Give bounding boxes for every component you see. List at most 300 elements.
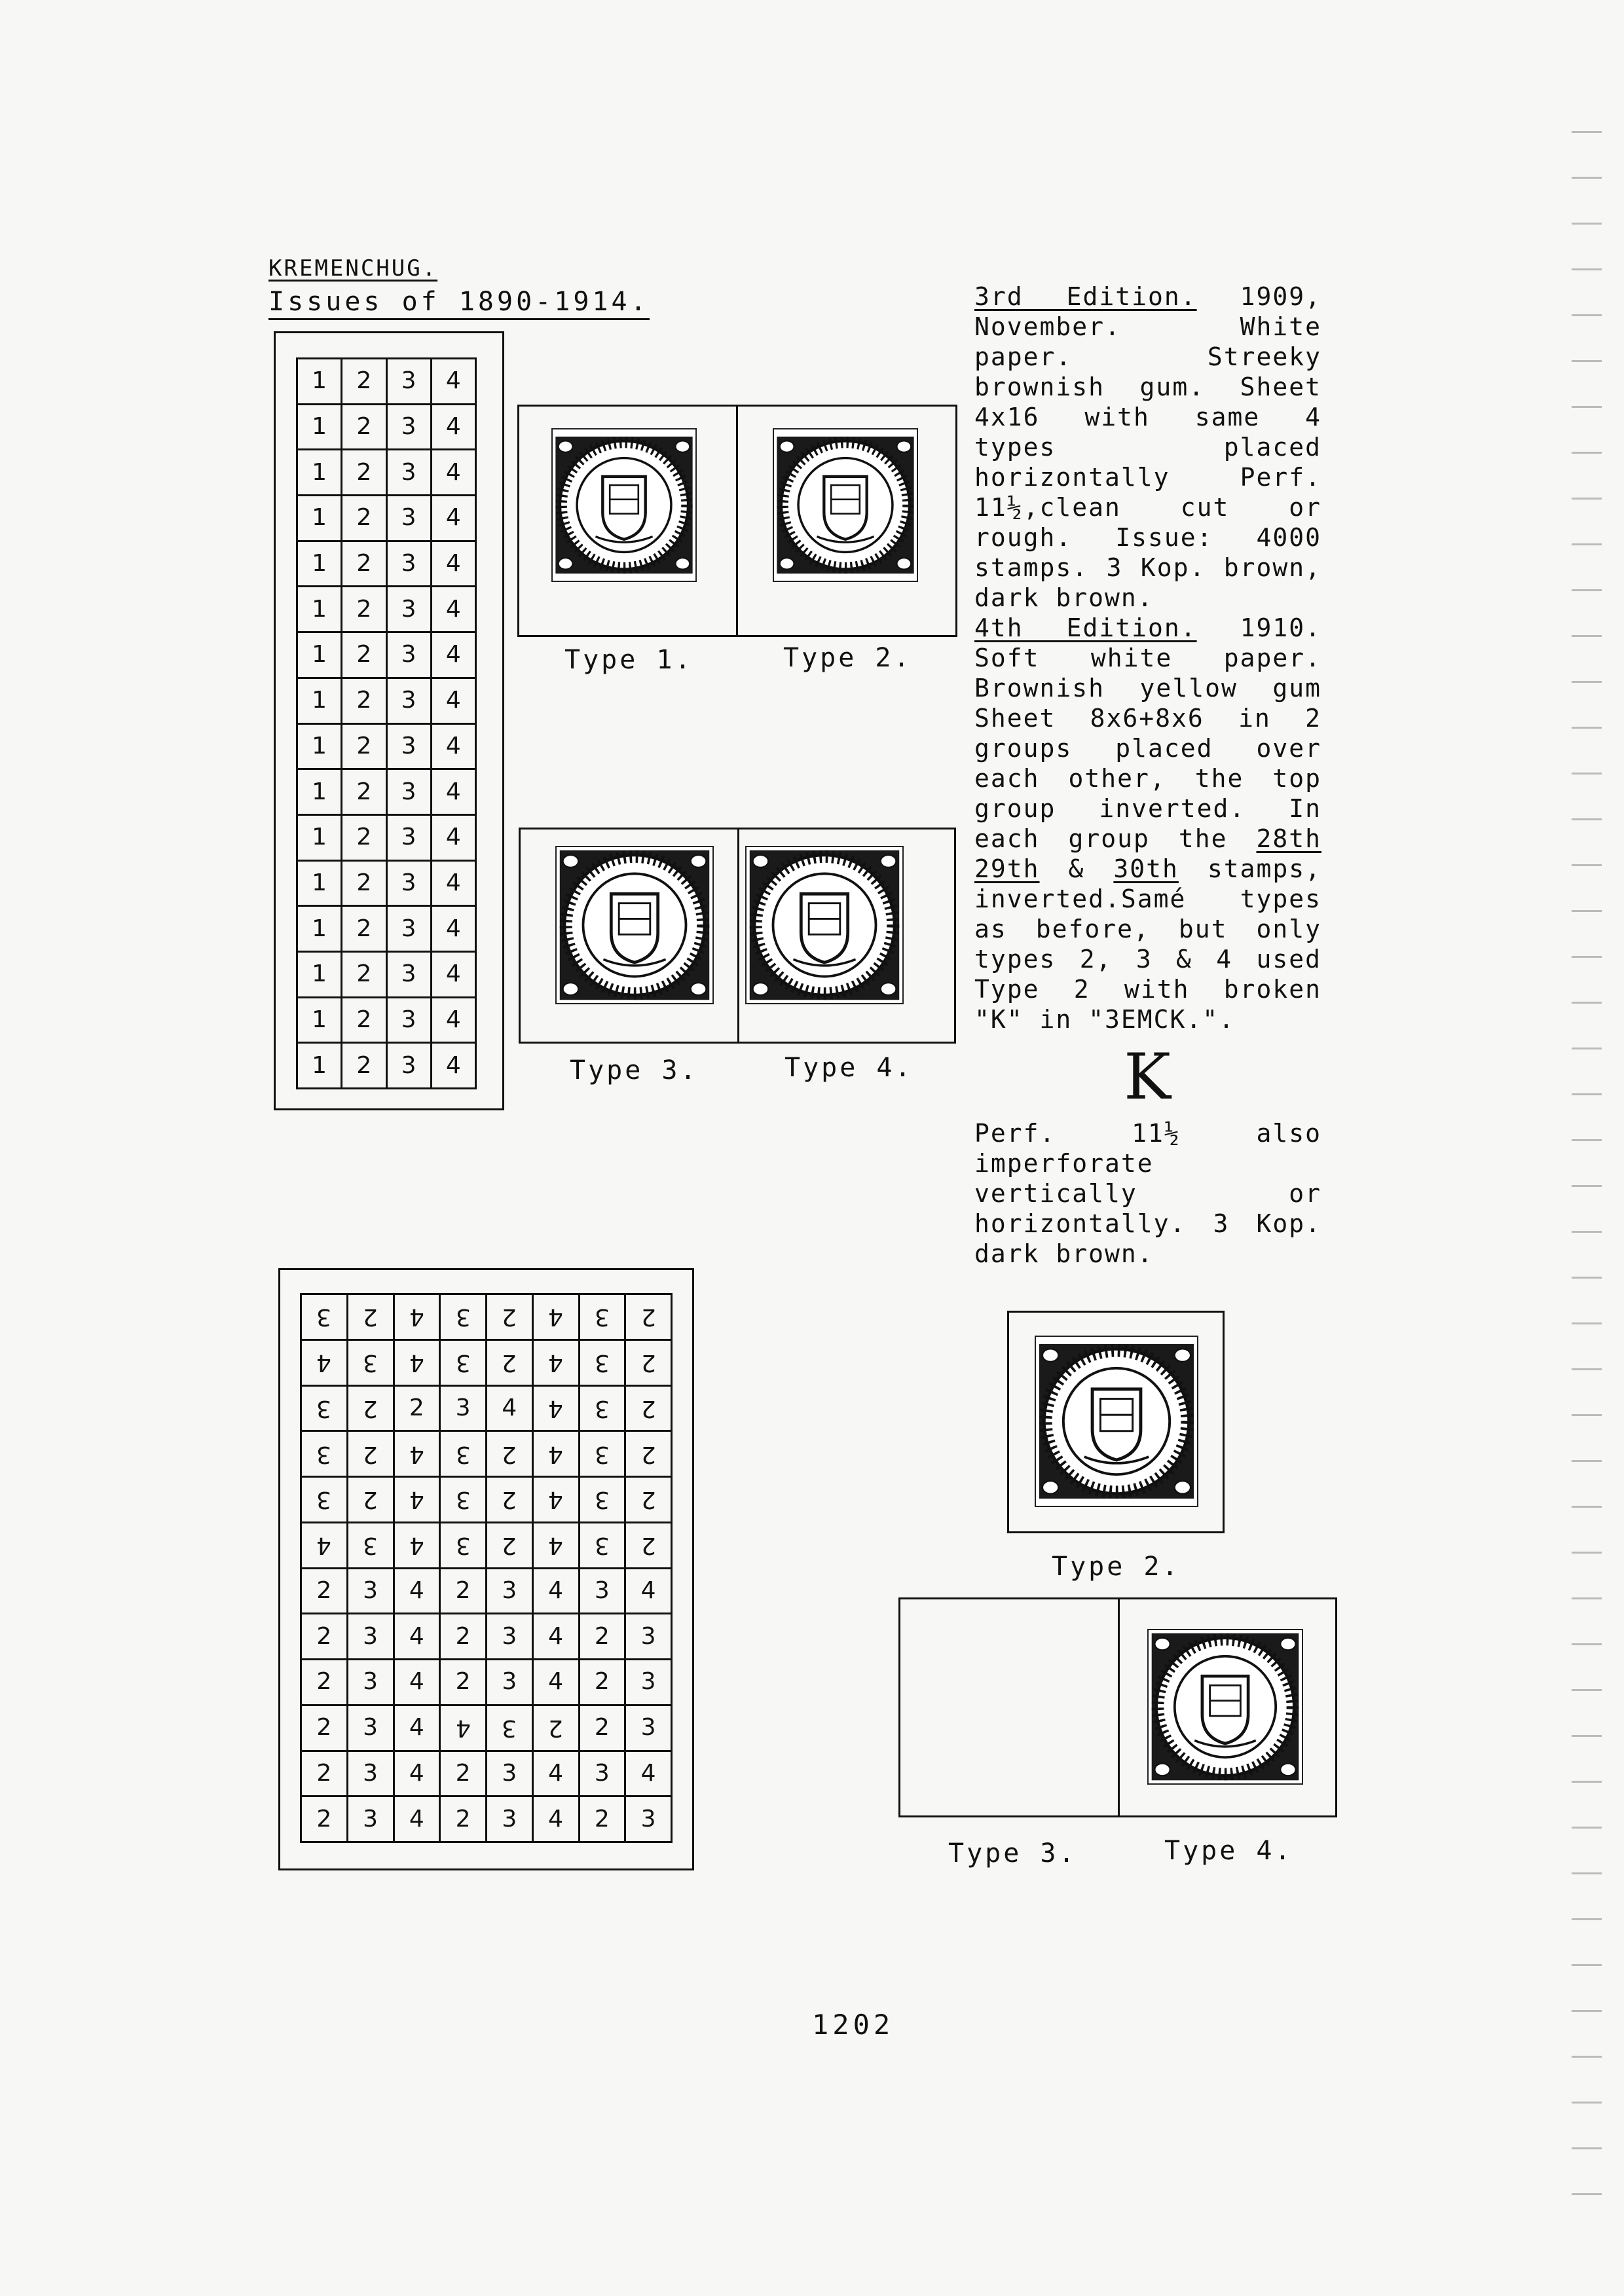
sheet-cell-number: 4 <box>548 1532 564 1559</box>
sheet-cell-number: 2 <box>548 1715 564 1742</box>
sheet-cell: 2 <box>342 678 386 723</box>
edge-mark <box>1572 1368 1602 1370</box>
sheet-cell-inverted <box>487 1477 533 1523</box>
sheet-cell-inverted <box>487 1339 533 1385</box>
sheet-row <box>297 860 476 906</box>
sheet-row <box>297 1043 476 1089</box>
sheet-cell: 4 <box>431 541 475 587</box>
edition-4-body: 1910. Soft white paper. Brownish yellow gum Sheet 8x6+8x6 in 2 groups placed over each other, the top group inverted. In each group the <box>974 613 1321 853</box>
caption-type-4: Type 4. <box>784 1053 913 1083</box>
sheet-cell: 3 <box>386 860 431 906</box>
sheet-cell-number: 4 <box>409 1532 424 1559</box>
sheet-cell: 3 <box>386 723 431 769</box>
stamp-position-29: 29th <box>974 854 1040 883</box>
sheet-cell <box>625 1568 672 1614</box>
sheet-cell <box>487 1614 533 1660</box>
sheet-cell: 2 <box>342 632 386 678</box>
sheet-cell-inverted <box>579 1339 625 1385</box>
edge-mark <box>1572 543 1602 545</box>
sheet-cell: 3 <box>386 632 431 678</box>
sheet-cell-number: 3 <box>316 1394 332 1422</box>
sheet-row <box>297 496 476 541</box>
sheet-cell <box>579 1796 625 1842</box>
sheet-cell <box>394 1705 440 1751</box>
sheet-cell: 1 <box>297 541 342 587</box>
sheet-row <box>301 1705 672 1751</box>
section-subtitle: Issues of 1890-1914. <box>268 287 650 320</box>
sheet-cell-number: 3 <box>502 1622 517 1650</box>
sheet-cell: 3 <box>386 814 431 860</box>
sheet-cell-inverted <box>532 1431 579 1477</box>
sheet-cell-number: 2 <box>316 1805 332 1832</box>
sheet-cell-inverted <box>579 1385 625 1431</box>
sheet-row <box>301 1796 672 1842</box>
sheet-cell: 1 <box>297 359 342 405</box>
sheet-cell <box>394 1614 440 1660</box>
sheet-cell <box>347 1705 394 1751</box>
sheet-row <box>301 1339 672 1385</box>
sheet-cell-inverted <box>301 1522 348 1568</box>
sheet-cell: 2 <box>342 951 386 997</box>
sheet-cell <box>487 1660 533 1705</box>
sheet-cell: 1 <box>297 587 342 632</box>
edge-mark <box>1572 1689 1602 1691</box>
sheet-cell-number: 4 <box>409 1714 424 1741</box>
sheet-cell-inverted <box>579 1477 625 1523</box>
edge-mark <box>1572 1002 1602 1004</box>
sheet-cell-number: 4 <box>548 1576 564 1604</box>
sheet-cell-number: 3 <box>363 1532 378 1559</box>
sheet-cell-number: 2 <box>363 1440 378 1468</box>
sheet-cell: 2 <box>342 997 386 1043</box>
edge-mark <box>1572 1781 1602 1783</box>
sheet-cell <box>532 1751 579 1796</box>
edge-mark <box>1572 1139 1602 1141</box>
edge-mark <box>1572 1643 1602 1645</box>
sheet-cell <box>394 1751 440 1796</box>
sheet-cell-number: 4 <box>316 1349 332 1377</box>
sheet-cell <box>487 1751 533 1796</box>
sheet-cell-number: 4 <box>409 1486 424 1514</box>
sheet-cell-number: 2 <box>502 1486 517 1514</box>
sheet-row <box>301 1431 672 1477</box>
sheet-cell-number: 3 <box>455 1394 471 1421</box>
sheet-cell-number: 4 <box>548 1486 564 1514</box>
sheet-cell-inverted <box>347 1294 394 1340</box>
page-number: 1202 <box>812 2009 895 2041</box>
sheet-cell: 2 <box>342 814 386 860</box>
sheet-cell-number: 3 <box>455 1440 471 1468</box>
sheet-cell <box>440 1660 487 1705</box>
sheet-cell <box>394 1568 440 1614</box>
sheet-cell-number: 2 <box>363 1303 378 1331</box>
sheet-cell: 4 <box>431 404 475 450</box>
sheet-row <box>301 1751 672 1796</box>
stamp-position-28: 28th <box>1256 824 1321 853</box>
edge-mark <box>1572 1964 1602 1966</box>
sheet-cell: 3 <box>386 906 431 952</box>
sheet-cell-inverted <box>625 1294 672 1340</box>
edition-4-body-continued: stamps, inverted.Samé types as before, but only types 2, 3 & 4 used Type 2 with broken "K" in "3EMCK.". <box>974 854 1321 1034</box>
edge-mark <box>1572 681 1602 683</box>
sheet-cell: 1 <box>297 769 342 815</box>
caption-type-2: Type 2. <box>783 643 912 673</box>
edition-3-body: 1909, November. White paper. Streeky brownish gum. Sheet 4x16 with same 4 types placed horizontally Perf. 11½,clean cut or rough. Issue: 4000 stamps. 3 Kop. brown, dark brown. <box>974 282 1321 612</box>
sheet-cell: 2 <box>342 450 386 496</box>
sheet-row <box>301 1385 672 1431</box>
sheet-cell: 4 <box>431 1043 475 1089</box>
sheet-row <box>301 1294 672 1340</box>
sheet-cell <box>625 1796 672 1842</box>
sheet-cell-number: 3 <box>502 1805 517 1832</box>
edge-mark <box>1572 864 1602 866</box>
sheet-cell: 4 <box>431 450 475 496</box>
sheet-cell: 3 <box>386 541 431 587</box>
sheet-cell-number: 3 <box>594 1532 610 1559</box>
sheet-cell: 4 <box>431 997 475 1043</box>
stamp-image-type-4-variant <box>1147 1629 1303 1785</box>
sheet-cell: 4 <box>431 906 475 952</box>
sheet-cell-inverted <box>347 1477 394 1523</box>
sheet-row <box>301 1477 672 1523</box>
sheet-cell-number: 4 <box>548 1394 564 1422</box>
edge-mark <box>1572 1277 1602 1279</box>
sheet-cell-number: 4 <box>502 1394 517 1421</box>
sheet-cell: 1 <box>297 450 342 496</box>
edge-mark <box>1572 1322 1602 1324</box>
sheet-cell-inverted <box>532 1522 579 1568</box>
broken-k-illustration: K <box>1124 1040 1172 1114</box>
sheet-row <box>301 1660 672 1705</box>
caption-type-4-variant: Type 4. <box>1164 1836 1293 1866</box>
sheet-cell-inverted <box>301 1431 348 1477</box>
edge-mark <box>1572 1918 1602 1920</box>
sheet-layout-4th-edition <box>300 1293 673 1843</box>
sheet-row <box>301 1522 672 1568</box>
sheet-cell-number: 2 <box>640 1394 656 1422</box>
sheet-cell-number: 2 <box>455 1622 471 1650</box>
sheet-cell-number: 2 <box>316 1759 332 1787</box>
sheet-cell-number: 2 <box>594 1805 610 1832</box>
sheet-cell: 2 <box>342 587 386 632</box>
sheet-row <box>297 541 476 587</box>
sheet-cell: 2 <box>342 496 386 541</box>
sheet-cell-number: 3 <box>363 1668 378 1696</box>
sheet-cell-number: 3 <box>502 1715 517 1742</box>
sheet-cell-inverted <box>579 1294 625 1340</box>
edge-mark <box>1572 1506 1602 1508</box>
sheet-cell-inverted <box>394 1294 440 1340</box>
edge-mark <box>1572 2193 1602 2195</box>
edge-mark <box>1572 1597 1602 1599</box>
caption-type-1: Type 1. <box>564 645 693 675</box>
caption-type-3: Type 3. <box>570 1055 699 1085</box>
sheet-cell-number: 3 <box>594 1394 610 1422</box>
sheet-cell <box>579 1614 625 1660</box>
caption-type-2-variant: Type 2. <box>1052 1552 1181 1582</box>
sheet-cell: 2 <box>342 860 386 906</box>
sheet-cell-number: 3 <box>455 1486 471 1514</box>
sheet-cell <box>301 1660 348 1705</box>
sheet-row <box>297 450 476 496</box>
sheet-cell-inverted <box>532 1477 579 1523</box>
sheet-cell-number: 3 <box>316 1440 332 1468</box>
sheet-cell-number: 2 <box>455 1759 471 1787</box>
sheet-cell: 1 <box>297 678 342 723</box>
edge-mark <box>1572 910 1602 912</box>
sheet-cell <box>487 1568 533 1614</box>
sheet-cell-number: 3 <box>640 1622 656 1650</box>
sheet-cell: 4 <box>431 587 475 632</box>
section-title: KREMENCHUG. <box>268 255 438 282</box>
sheet-row <box>297 404 476 450</box>
sheet-cell-inverted <box>440 1477 487 1523</box>
sheet-cell-number: 4 <box>548 1303 564 1331</box>
sheet-cell: 3 <box>386 359 431 405</box>
sheet-cell-number: 4 <box>548 1759 564 1787</box>
edge-mark <box>1572 1414 1602 1416</box>
edge-mark <box>1572 360 1602 362</box>
edition-4-heading: 4th Edition. <box>974 613 1197 642</box>
sheet-cell-number: 4 <box>640 1576 656 1604</box>
edge-mark <box>1572 1460 1602 1462</box>
edge-mark <box>1572 727 1602 729</box>
edge-mark <box>1572 268 1602 270</box>
edge-mark <box>1572 177 1602 179</box>
sheet-cell <box>394 1660 440 1705</box>
sheet-cell-number: 3 <box>594 1486 610 1514</box>
sheet-cell <box>440 1751 487 1796</box>
edge-mark <box>1572 2147 1602 2149</box>
sheet-cell <box>394 1385 440 1431</box>
sheet-row <box>297 723 476 769</box>
sheet-cell-number: 2 <box>640 1486 656 1514</box>
sheet-cell-number: 3 <box>455 1349 471 1377</box>
sheet-cell-number: 2 <box>640 1440 656 1468</box>
edge-mark <box>1572 1185 1602 1187</box>
edge-mark <box>1572 2102 1602 2104</box>
sheet-cell-number: 2 <box>502 1303 517 1331</box>
sheet-cell-number: 2 <box>640 1349 656 1377</box>
edge-mark <box>1572 498 1602 500</box>
sheet-cell-inverted <box>347 1522 394 1568</box>
sheet-row <box>297 359 476 405</box>
sheet-cell <box>532 1796 579 1842</box>
sheet-cell-number: 3 <box>363 1759 378 1787</box>
sheet-cell-inverted <box>625 1522 672 1568</box>
sheet-cell-inverted <box>625 1385 672 1431</box>
sheet-cell: 2 <box>342 1043 386 1089</box>
sheet-cell-number: 2 <box>316 1622 332 1650</box>
sheet-cell-number: 3 <box>502 1576 517 1604</box>
sheet-row <box>297 587 476 632</box>
sheet-cell-number: 4 <box>548 1668 564 1696</box>
panel-divider <box>737 828 739 1044</box>
stamp-position-30: 30th <box>1113 854 1179 883</box>
sheet-cell <box>532 1568 579 1614</box>
sheet-cell <box>347 1614 394 1660</box>
sheet-cell: 2 <box>342 359 386 405</box>
sheet-cell: 4 <box>431 359 475 405</box>
sheet-cell: 4 <box>431 951 475 997</box>
panel-divider <box>736 405 738 637</box>
sheet-row <box>301 1614 672 1660</box>
sheet-cell-number: 2 <box>594 1714 610 1741</box>
sheet-cell: 1 <box>297 906 342 952</box>
edge-mark <box>1572 1827 1602 1829</box>
caption-type-3-variant: Type 3. <box>948 1838 1077 1868</box>
sheet-cell-number: 4 <box>409 1576 424 1604</box>
sheet-cell: 1 <box>297 723 342 769</box>
sheet-cell-number: 2 <box>594 1622 610 1650</box>
sheet-cell: 3 <box>386 678 431 723</box>
sheet-cell-number: 3 <box>363 1805 378 1832</box>
sheet-cell-inverted <box>394 1339 440 1385</box>
sheet-cell: 1 <box>297 951 342 997</box>
sheet-cell <box>532 1660 579 1705</box>
sheet-cell-number: 2 <box>455 1668 471 1696</box>
sheet-cell <box>347 1751 394 1796</box>
edge-mark <box>1572 635 1602 637</box>
edge-mark <box>1572 452 1602 454</box>
sheet-cell: 3 <box>386 769 431 815</box>
sheet-cell: 3 <box>386 450 431 496</box>
sheet-cell-number: 3 <box>594 1440 610 1468</box>
edge-mark <box>1572 1552 1602 1554</box>
sheet-cell-inverted <box>440 1339 487 1385</box>
sheet-row <box>297 951 476 997</box>
sheet-cell: 2 <box>342 541 386 587</box>
sheet-cell: 3 <box>386 997 431 1043</box>
sheet-cell <box>487 1796 533 1842</box>
sheet-cell: 1 <box>297 404 342 450</box>
sheet-cell-number: 4 <box>548 1349 564 1377</box>
sheet-cell-inverted <box>579 1522 625 1568</box>
sheet-cell: 4 <box>431 678 475 723</box>
sheet-cell-number: 4 <box>455 1715 471 1742</box>
edge-mark <box>1572 1048 1602 1049</box>
sheet-cell-number: 4 <box>409 1622 424 1650</box>
sheet-cell: 3 <box>386 404 431 450</box>
sheet-cell <box>347 1796 394 1842</box>
sheet-cell: 4 <box>431 632 475 678</box>
sheet-cell <box>625 1660 672 1705</box>
sheet-cell-inverted <box>487 1705 533 1751</box>
sheet-cell: 1 <box>297 632 342 678</box>
sheet-cell: 1 <box>297 1043 342 1089</box>
sheet-cell-number: 4 <box>548 1805 564 1832</box>
sheet-cell-number: 3 <box>594 1759 610 1787</box>
sheet-cell: 3 <box>386 496 431 541</box>
edge-mark <box>1572 818 1602 820</box>
sheet-cell-number: 2 <box>409 1394 424 1421</box>
panel-divider <box>1118 1597 1120 1817</box>
sheet-cell <box>301 1614 348 1660</box>
stamp-image-type-1 <box>551 428 697 582</box>
sheet-cell <box>625 1614 672 1660</box>
sheet-cell <box>301 1796 348 1842</box>
sheet-cell-number: 2 <box>502 1532 517 1559</box>
sheet-cell-inverted <box>347 1431 394 1477</box>
sheet-cell-inverted <box>487 1431 533 1477</box>
sheet-cell <box>440 1568 487 1614</box>
edition-notes <box>974 282 1321 1269</box>
sheet-cell <box>301 1751 348 1796</box>
sheet-cell: 4 <box>431 769 475 815</box>
sheet-cell-inverted <box>301 1385 348 1431</box>
edge-mark <box>1572 1093 1602 1095</box>
sheet-cell: 2 <box>342 723 386 769</box>
sheet-cell-number: 2 <box>640 1532 656 1559</box>
edge-mark <box>1572 1872 1602 1874</box>
sheet-cell: 1 <box>297 860 342 906</box>
sheet-cell-inverted <box>440 1294 487 1340</box>
edge-mark <box>1572 2010 1602 2012</box>
sheet-cell-inverted <box>625 1477 672 1523</box>
sheet-row <box>297 678 476 723</box>
sheet-cell-number: 4 <box>409 1668 424 1696</box>
sheet-cell: 1 <box>297 814 342 860</box>
sheet-cell <box>625 1751 672 1796</box>
edition-3-paragraph <box>974 282 1321 613</box>
sheet-cell-number: 3 <box>594 1349 610 1377</box>
sheet-cell-inverted <box>440 1705 487 1751</box>
sheet-cell: 4 <box>431 814 475 860</box>
perforation-note: Perf. 11½ also imperforate vertically or horizontally. 3 Kop. dark brown. <box>974 1119 1321 1268</box>
sheet-cell-number: 3 <box>363 1349 378 1377</box>
edge-mark <box>1572 589 1602 591</box>
edge-mark <box>1572 773 1602 774</box>
sheet-row <box>297 906 476 952</box>
sheet-cell <box>532 1614 579 1660</box>
sheet-row <box>297 769 476 815</box>
sheet-row <box>297 814 476 860</box>
sheet-cell-number: 4 <box>640 1759 656 1787</box>
sheet-cell: 1 <box>297 496 342 541</box>
sheet-cell: 2 <box>342 906 386 952</box>
sheet-cell-number: 4 <box>548 1622 564 1650</box>
sheet-cell-number: 4 <box>316 1532 332 1559</box>
sheet-cell-number: 2 <box>502 1440 517 1468</box>
sheet-cell <box>440 1385 487 1431</box>
sheet-cell-inverted <box>625 1431 672 1477</box>
sheet-cell-number: 2 <box>594 1668 610 1696</box>
sheet-cell: 4 <box>431 860 475 906</box>
edge-mark <box>1572 223 1602 225</box>
edge-mark <box>1572 314 1602 316</box>
sheet-cell-inverted <box>394 1477 440 1523</box>
sheet-cell-number: 3 <box>455 1303 471 1331</box>
sheet-cell-number: 3 <box>640 1714 656 1741</box>
sheet-cell-inverted <box>532 1705 579 1751</box>
sheet-cell: 3 <box>386 1043 431 1089</box>
sheet-cell-inverted <box>347 1385 394 1431</box>
sheet-cell <box>301 1568 348 1614</box>
sheet-cell-number: 3 <box>594 1303 610 1331</box>
sheet-cell-number: 2 <box>455 1805 471 1832</box>
sheet-cell-number: 4 <box>409 1440 424 1468</box>
sheet-cell-number: 2 <box>640 1303 656 1331</box>
sheet-cell <box>440 1614 487 1660</box>
sheet-cell-number: 3 <box>502 1668 517 1696</box>
sheet-cell: 1 <box>297 997 342 1043</box>
sheet-cell-inverted <box>487 1522 533 1568</box>
sheet-cell: 4 <box>431 723 475 769</box>
sheet-cell <box>579 1751 625 1796</box>
sheet-cell-inverted <box>440 1522 487 1568</box>
sheet-cell <box>487 1385 533 1431</box>
sheet-cell-number: 4 <box>409 1349 424 1377</box>
